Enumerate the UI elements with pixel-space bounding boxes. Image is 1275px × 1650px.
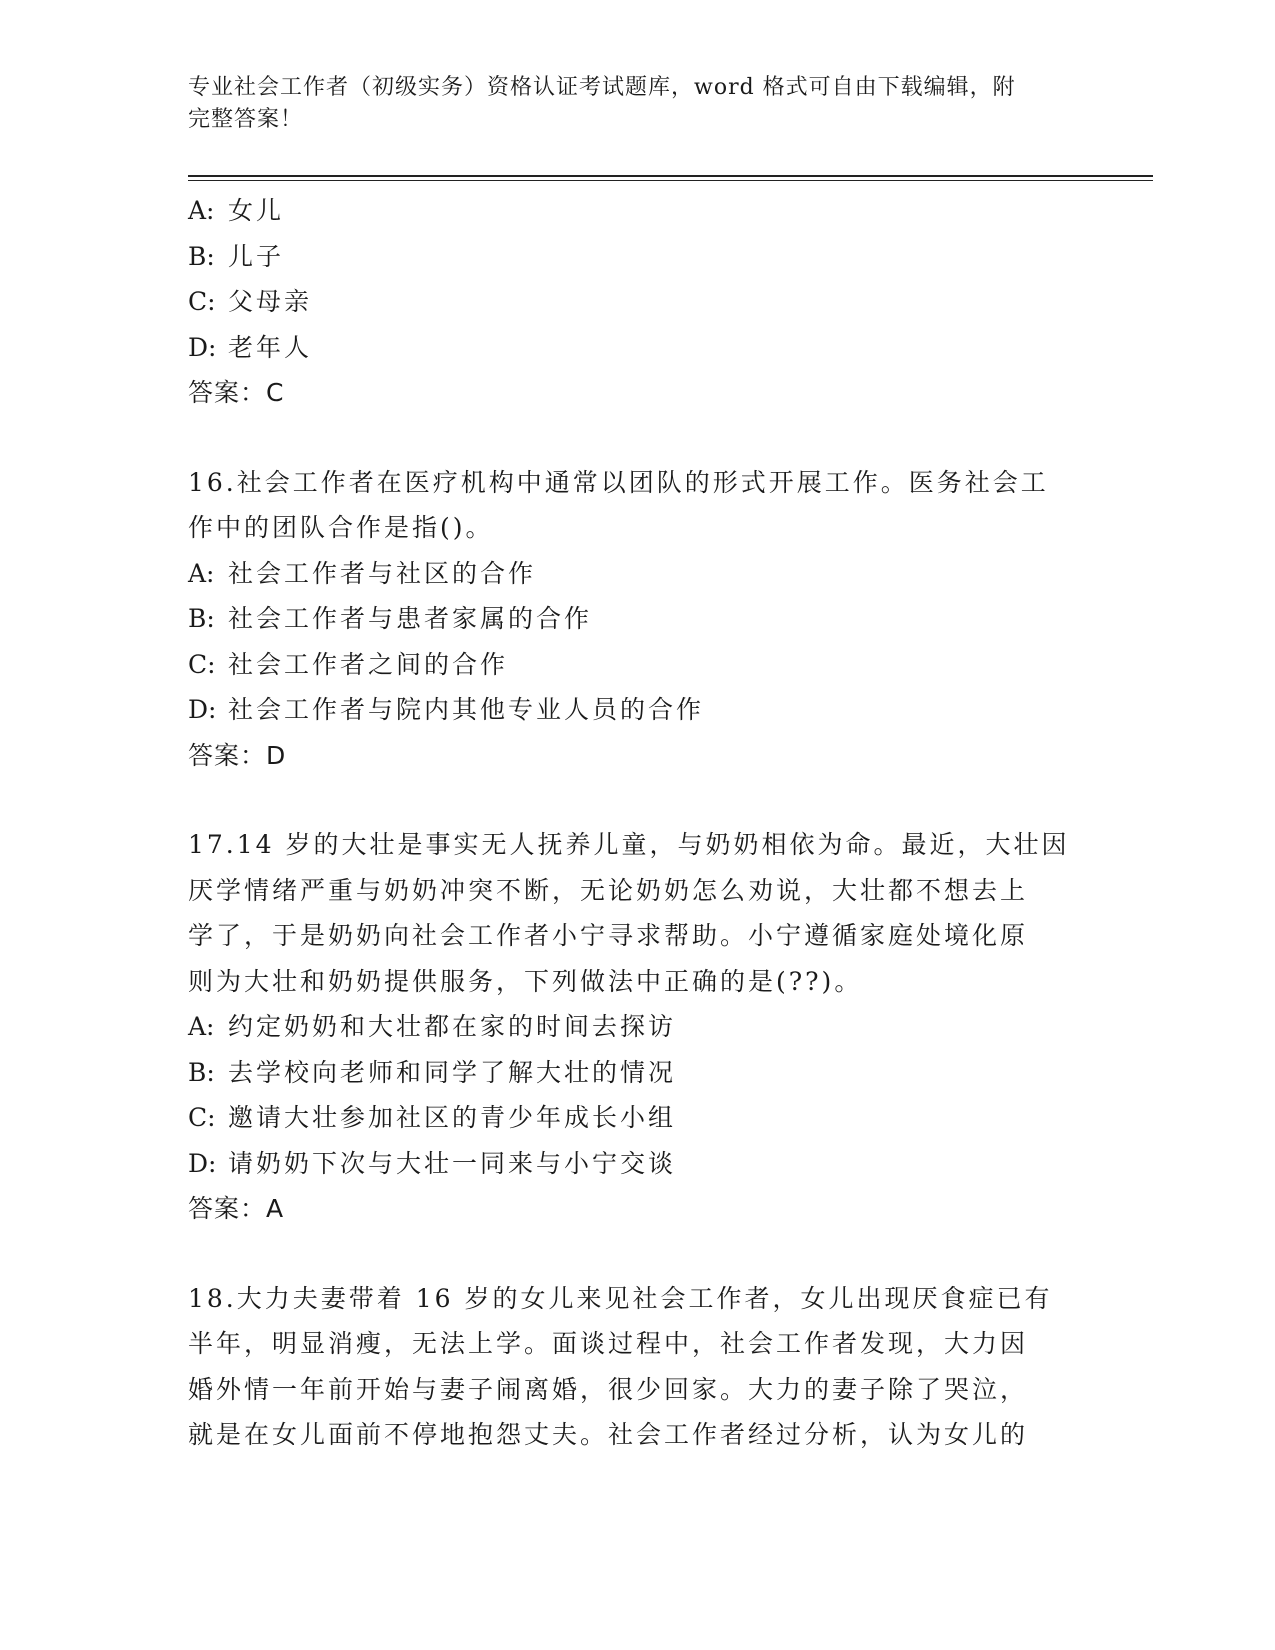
option-d (188, 687, 1088, 733)
question-17 (188, 822, 1088, 1232)
option-label: B: (188, 604, 215, 633)
option-a (188, 1004, 1088, 1050)
option-c (188, 279, 1088, 325)
question-stem-line: 学了，于是奶奶向社会工作者小宁寻求帮助。小宁遵循家庭处境化原 (188, 921, 1029, 950)
option-label: C: (188, 649, 216, 679)
option-text: 邀请大壮参加社区的青少年成长小组 (228, 1103, 677, 1132)
option-label: D: (188, 332, 217, 362)
option-text: 老年人 (228, 332, 313, 362)
question-stem-line: 则为大壮和奶奶提供服务，下列做法中正确的是(??)。 (188, 966, 863, 996)
header-line-2: 完整答案！ (188, 107, 304, 132)
option-label: D: (188, 1148, 217, 1178)
option-label: B: (188, 1057, 215, 1087)
option-label: D: (188, 695, 217, 724)
option-text: 女儿 (228, 196, 285, 225)
option-d (188, 325, 1088, 371)
option-label: A: (188, 558, 215, 588)
option-text: 约定奶奶和大壮都在家的时间去探访 (228, 1012, 677, 1041)
question-stem-line: 婚外情一年前开始与妻子闹离婚，很少回家。大力的妻子除了哭泣， (188, 1374, 1029, 1404)
option-b (188, 234, 1088, 280)
option-text: 父母亲 (228, 287, 313, 316)
option-text: 社会工作者与院内其他专业人员的合作 (228, 695, 705, 724)
question-stem-line: 就是在女儿面前不停地抱怨丈夫。社会工作者经过分析，认为女儿的 (188, 1420, 1029, 1449)
option-c (188, 642, 1088, 688)
option-b (188, 596, 1088, 642)
option-a (188, 551, 1088, 597)
answer-line: 答案：D (188, 740, 287, 770)
question-stem-line: 18.大力夫妻带着 16 岁的女儿来见社会工作者，女儿出现厌食症已有 (188, 1283, 1053, 1313)
option-text: 社会工作者之间的合作 (228, 649, 509, 679)
option-d (188, 1141, 1088, 1187)
question-stem-line: 厌学情绪严重与奶奶冲突不断，无论奶奶怎么劝说，大壮都不想去上 (188, 875, 1029, 905)
spacer (188, 1232, 1088, 1276)
option-c (188, 1095, 1088, 1141)
question-stem-line: 16.社会工作者在医疗机构中通常以团队的形式开展工作。医务社会工 (188, 467, 1049, 497)
question-stem-line: 半年，明显消瘦，无法上学。面谈过程中，社会工作者发现，大力因 (188, 1329, 1029, 1358)
spacer (188, 778, 1088, 822)
question-15 (188, 188, 1088, 416)
option-label: C: (188, 287, 216, 316)
option-b (188, 1050, 1088, 1096)
answer-line: 答案：A (188, 1194, 285, 1223)
option-label: A: (188, 1012, 215, 1041)
option-text: 去学校向老师和同学了解大壮的情况 (228, 1057, 677, 1087)
spacer (188, 416, 1088, 460)
question-stem-line: 17.14 岁的大壮是事实无人抚养儿童，与奶奶相依为命。最近，大壮因 (188, 830, 1070, 859)
option-label: A: (188, 196, 215, 225)
option-text: 请奶奶下次与大壮一同来与小宁交谈 (228, 1148, 677, 1178)
question-18 (188, 1276, 1088, 1458)
question-content (188, 188, 1088, 1458)
header-line-1: 专业社会工作者（初级实务）资格认证考试题库，word 格式可自由下载编辑，附 (188, 75, 1016, 100)
option-label: B: (188, 241, 215, 271)
option-label: C: (188, 1103, 216, 1132)
question-16 (188, 460, 1088, 779)
answer-line: 答案：C (188, 378, 285, 407)
option-text: 社会工作者与社区的合作 (228, 558, 537, 588)
option-text: 儿子 (228, 241, 285, 271)
header-divider (188, 175, 1153, 181)
option-a (188, 188, 1088, 234)
option-text: 社会工作者与患者家属的合作 (228, 604, 593, 633)
question-stem-line: 作中的团队合作是指()。 (188, 513, 494, 542)
page-header (188, 72, 1088, 136)
